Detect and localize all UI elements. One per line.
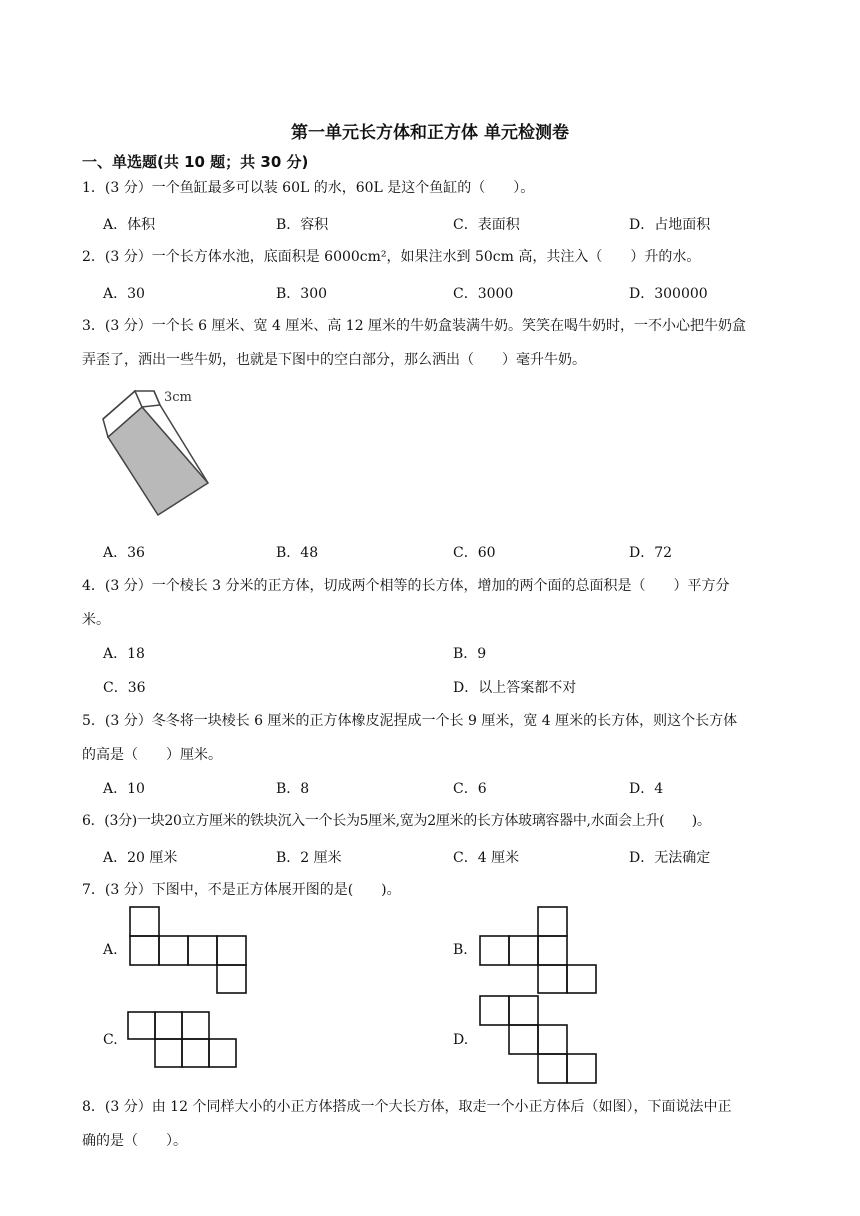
option-d[interactable]: D．72 bbox=[629, 545, 673, 561]
option-c[interactable]: C．表面积 bbox=[453, 217, 520, 233]
option-b[interactable]: B．9 bbox=[453, 646, 487, 662]
option-b[interactable]: B．2 厘米 bbox=[276, 850, 342, 866]
question-8 bbox=[82, 1090, 812, 1158]
question-text: 5．(3 分）冬冬将一块棱长 6 厘米的正方体橡皮泥捏成一个长 9 厘米，宽 4 厘米的长方体，则这个长方体 bbox=[82, 713, 738, 729]
option-a[interactable]: A．20 厘米 bbox=[103, 850, 178, 866]
question-5 bbox=[82, 704, 812, 772]
milk-carton-figure bbox=[100, 385, 215, 525]
question-1 bbox=[82, 171, 812, 205]
question-text: 弄歪了，洒出一些牛奶，也就是下图中的空白部分，那么洒出（ ）毫升牛奶。 bbox=[82, 352, 586, 368]
option-d[interactable]: D. bbox=[453, 1032, 469, 1048]
question-2 bbox=[82, 240, 812, 274]
option-c[interactable]: C．6 bbox=[453, 781, 487, 797]
question-text: 8．(3 分）由 12 个同样大小的小正方体搭成一个大长方体，取走一个小正方体后（如图），下面说法中正 bbox=[82, 1099, 732, 1115]
option-a[interactable]: A．30 bbox=[103, 286, 145, 302]
option-b[interactable]: B. bbox=[453, 942, 468, 958]
question-3 bbox=[82, 309, 812, 377]
question-7 bbox=[82, 873, 812, 907]
option-d[interactable]: D．无法确定 bbox=[629, 850, 711, 866]
question-text: 的高是（ ）厘米。 bbox=[82, 747, 222, 763]
question-text: 1．(3 分）一个鱼缸最多可以装 60L 的水，60L 是这个鱼缸的（ ）。 bbox=[82, 180, 535, 196]
question-text: 4．(3 分）一个棱长 3 分米的正方体，切成两个相等的长方体，增加的两个面的总面积是（ ）平方分 bbox=[82, 578, 730, 594]
option-b[interactable]: B．容积 bbox=[276, 217, 329, 233]
option-a[interactable]: A. bbox=[103, 942, 118, 958]
option-d[interactable]: D．4 bbox=[629, 781, 664, 797]
option-d[interactable]: D．占地面积 bbox=[629, 217, 711, 233]
option-b[interactable]: B．300 bbox=[276, 286, 328, 302]
option-d[interactable]: D．300000 bbox=[629, 286, 708, 302]
question-text: 确的是（ ）。 bbox=[82, 1133, 187, 1149]
option-c[interactable]: C．36 bbox=[103, 680, 146, 696]
question-text: 6．(3分)一块20立方厘米的铁块沉入一个长为5厘米,宽为2厘米的长方体玻璃容器中,水面会上升( )。 bbox=[82, 813, 711, 829]
cube-net-d[interactable] bbox=[478, 994, 598, 1086]
section-heading: 一、单选题(共 10 题；共 30 分) bbox=[82, 153, 309, 171]
option-a[interactable]: A．体积 bbox=[103, 217, 156, 233]
cube-net-b[interactable] bbox=[478, 905, 598, 995]
option-d[interactable]: D．以上答案都不对 bbox=[453, 680, 577, 696]
cube-net-a[interactable] bbox=[128, 905, 248, 995]
option-b[interactable]: B．48 bbox=[276, 545, 319, 561]
option-b[interactable]: B．8 bbox=[276, 781, 310, 797]
option-c[interactable]: C．4 厘米 bbox=[453, 850, 520, 866]
option-c[interactable]: C．60 bbox=[453, 545, 496, 561]
question-text: 3．(3 分）一个长 6 厘米、宽 4 厘米、高 12 厘米的牛奶盒装满牛奶。笑笑在喝牛奶时，一不小心把牛奶盒 bbox=[82, 318, 747, 334]
option-a[interactable]: A．18 bbox=[103, 646, 145, 662]
figure-label: 3cm bbox=[164, 390, 192, 405]
question-text: 2．(3 分）一个长方体水池，底面积是 6000cm²，如果注水到 50cm 高，共注入（ ）升的水。 bbox=[82, 249, 701, 265]
question-6 bbox=[82, 804, 822, 838]
option-c[interactable]: C．3000 bbox=[453, 286, 514, 302]
option-a[interactable]: A．36 bbox=[103, 545, 145, 561]
option-c[interactable]: C. bbox=[103, 1032, 118, 1048]
question-text: 7．(3 分）下图中，不是正方体展开图的是( )。 bbox=[82, 882, 401, 898]
cube-net-c[interactable] bbox=[126, 1010, 238, 1070]
question-text: 米。 bbox=[82, 612, 110, 628]
question-4 bbox=[82, 569, 812, 637]
option-a[interactable]: A．10 bbox=[103, 781, 145, 797]
page-title: 第一单元长方体和正方体 单元检测卷 bbox=[291, 123, 569, 143]
